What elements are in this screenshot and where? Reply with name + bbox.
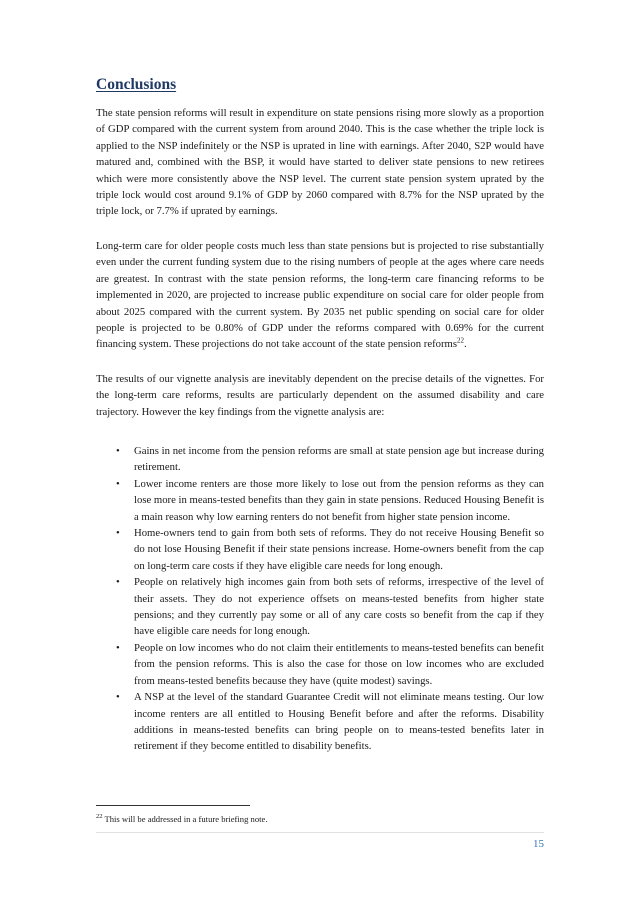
footer-divider: [96, 832, 544, 833]
bullet-icon: •: [116, 641, 120, 654]
findings-list: [96, 443, 544, 755]
list-item: [96, 443, 544, 476]
list-item-text: People on low incomes who do not claim their entitlements to means-tested benefits can benefit from the pension reforms. This is also the case for those on low incomes who are excluded from means-tested benefits because they have (quite modest) savings.: [134, 641, 544, 687]
bullet-icon: •: [116, 477, 120, 490]
footnote-divider: [96, 805, 250, 806]
paragraph-vignette-analysis: The results of our vignette analysis are inevitably dependent on the precise details of the vignettes. For the long-term care reforms, results are particularly dependent on the assumed disability and care trajectory. However the key findings from the vignette analysis are:: [96, 373, 544, 418]
bullet-icon: •: [116, 691, 120, 704]
list-item-text: Lower income renters are those more likely to lose out from the pension reforms as they can lose more in means-tested benefits than they gain in state pensions. Reduced Housing Benefit is a main reason why low earning renters do not benefit from higher state pension income.: [134, 477, 544, 523]
footnote-text: This will be addressed in a future briefing note.: [102, 813, 268, 824]
list-item-text: Home-owners tend to gain from both sets of reforms. They do not receive Housing Benefit so do not lose Housing Benefit if their state pensions increase. Home-owners benefit from the cap on long-term care costs if they have eligible care needs for long enough.: [134, 527, 544, 572]
section-heading: Conclusions: [96, 76, 177, 93]
footnote-marker: 22: [96, 813, 103, 820]
list-item: [96, 640, 544, 689]
list-item: [96, 476, 544, 525]
paragraph-long-term-care: [96, 238, 544, 353]
list-item: [96, 525, 544, 574]
bullet-icon: •: [116, 576, 120, 589]
paragraph-pension-expenditure: The state pension reforms will result in expenditure on state pensions rising more slowly as a proportion of GDP compared with the current system from around 2040. This is the case whether the triple lock is applied to the NSP indefinitely or the NSP is uprated in line with earnings. After 2040, S2P would have matured and, combined with the BSP, it would have started to deliver state pensions to new retirees which were more consistently above the NSP level. The current state pension system uprated by the triple lock would cost around 9.1% of GDP by 2060 compared with 8.7% for the NSP uprated by the triple lock, or 7.7% if uprated by earnings.: [96, 107, 544, 218]
bullet-icon: •: [116, 445, 120, 457]
list-item: [96, 574, 544, 640]
paragraph-text: Long-term care for older people costs much less than state pensions but is projected to rise substantially even under the current funding system due to the rising numbers of people at the ages where care needs are greatest. In contrast with the state pension reforms, the long-term care financing reforms to be implemented in 2020, are projected to increase public expenditure on social care for older people from about 2025 compared with the current system. By 2035 net public spending on social care for older people is projected to be 0.80% of GDP under the reforms compared with 0.69% for the current financing system. These projections do not take account of the state pension reforms: [96, 240, 544, 351]
list-item: [96, 689, 544, 755]
list-item-text: Gains in net income from the pension reforms are small at state pension age but increase during retirement.: [134, 445, 544, 474]
bullet-icon: •: [116, 527, 120, 540]
footnote-reference[interactable]: 22: [457, 336, 465, 345]
list-item-text: A NSP at the level of the standard Guarantee Credit will not eliminate means testing. Our low income renters are all entitled to Housing Benefit before and after the reforms. Disability additions in means-tested benefits can bring people on to means-tested benefits later in retirement if they become entitled to disability benefits.: [134, 691, 544, 753]
page-number: 15: [533, 838, 544, 850]
footnote: [96, 813, 268, 824]
paragraph-end: .: [464, 338, 467, 351]
list-item-text: People on relatively high incomes gain from both sets of reforms, irrespective of the level of their assets. They do not experience offsets on means-tested benefits from higher state pensions; and they currently pay some or all of any care costs so benefit from the cap if they have eligible care needs for long enough.: [134, 576, 544, 638]
